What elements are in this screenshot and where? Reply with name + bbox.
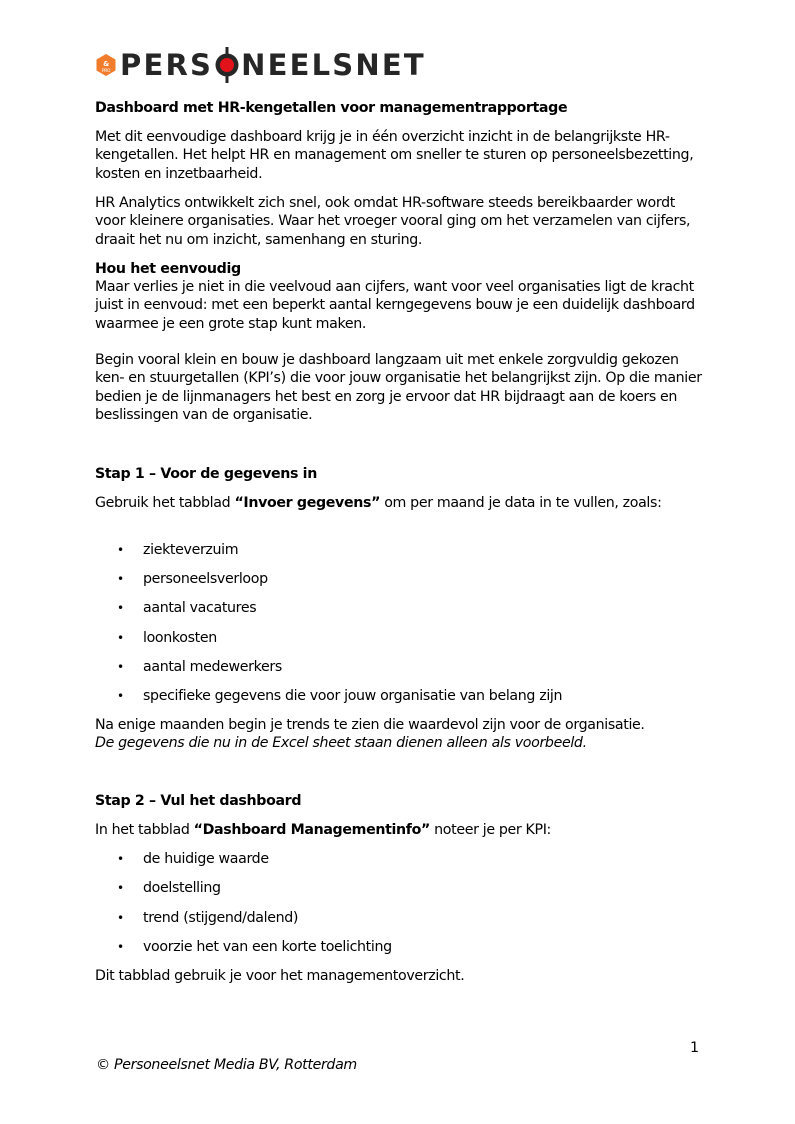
bullet-icon: •: [117, 852, 124, 866]
step1-example-note: De gegevens die nu in de Excel sheet staan dienen alleen als voorbeeld.: [95, 735, 587, 751]
bullet-icon: •: [117, 631, 124, 645]
personeelsnet-logo: [95, 47, 426, 83]
step1-intro-post: om per maand je data in te vullen, zoals:: [380, 495, 662, 511]
intro-paragraph-2: HR Analytics ontwikkelt zich snel, ook omdat HR-software steeds bereikbaarder wordt voor kleinere organisaties. Waar het vroeger vooral ging om het verzamelen van cijfers, draait het nu om inzicht, samenhang en sturing.: [95, 195, 691, 248]
simple-paragraph-2: Begin vooral klein en bouw je dashboard langzaam uit met enkele zorgvuldig gekozen ken- en stuurgetallen (KPI’s) die voor jouw organisatie het belangrijkst zijn. Op die manier bedien je de lijnmanagers het best en zorg je ervoor dat HR bijdraagt aan de koers en beslissingen van de organisatie.: [95, 352, 702, 424]
target-o-icon: [214, 47, 240, 83]
logo-text-after: NEELSNET: [241, 47, 426, 82]
bullet-icon: •: [117, 543, 124, 557]
step2-intro-post: noteer je per KPI:: [429, 822, 551, 838]
copyright-footer: © Personeelsnet Media BV, Rotterdam: [96, 1057, 357, 1073]
bullet-icon: •: [117, 601, 124, 615]
page-number: 1: [690, 1040, 699, 1056]
step1-intro-pre: Gebruik het tabblad: [95, 495, 235, 511]
svg-text:&: &: [103, 60, 109, 68]
bullet-icon: •: [117, 660, 124, 674]
section-heading-simple: Hou het eenvoudig: [95, 261, 241, 277]
step2-tab-name: “Dashboard Managementinfo”: [193, 822, 430, 838]
bullet-icon: •: [117, 940, 124, 954]
step2-intro-pre: In het tabblad: [95, 822, 194, 838]
step2-heading: Stap 2 – Vul het dashboard: [95, 793, 302, 809]
logo-wordmark: [120, 47, 426, 83]
step1-tab-name: “Invoer gegevens”: [234, 495, 381, 511]
svg-text:PRO: PRO: [101, 69, 111, 74]
step1-outro: Na enige maanden begin je trends te zien die waardevol zijn voor de organisatie.: [95, 717, 645, 733]
step2-outro: Dit tabblad gebruik je voor het managementoverzicht.: [95, 968, 465, 984]
bullet-icon: •: [117, 689, 124, 703]
step1-intro: [95, 494, 705, 512]
bullet-icon: •: [117, 881, 124, 895]
document-title: Dashboard met HR-kengetallen voor managementrapportage: [95, 100, 568, 116]
simple-paragraph-1: Maar verlies je niet in die veelvoud aan cijfers, want voor veel organisaties ligt de kracht juist in eenvoud: met een beperkt aantal kerngegevens bouw je een duidelijk dashboard waarmee je een grote stap kunt maken.: [95, 279, 695, 332]
pro-badge-icon: [95, 53, 117, 77]
step2-intro: [95, 821, 705, 839]
intro-paragraph-1: Met dit eenvoudige dashboard krijg je in één overzicht inzicht in de belangrijkste HR-kengetallen. Het helpt HR en management om sneller te sturen op personeelsbezetting, kosten en inzetbaarheid.: [95, 129, 694, 182]
step1-heading: Stap 1 – Voor de gegevens in: [95, 466, 317, 482]
bullet-icon: •: [117, 911, 124, 925]
bullet-icon: •: [117, 572, 124, 586]
logo-text-before: PERS: [120, 47, 214, 82]
